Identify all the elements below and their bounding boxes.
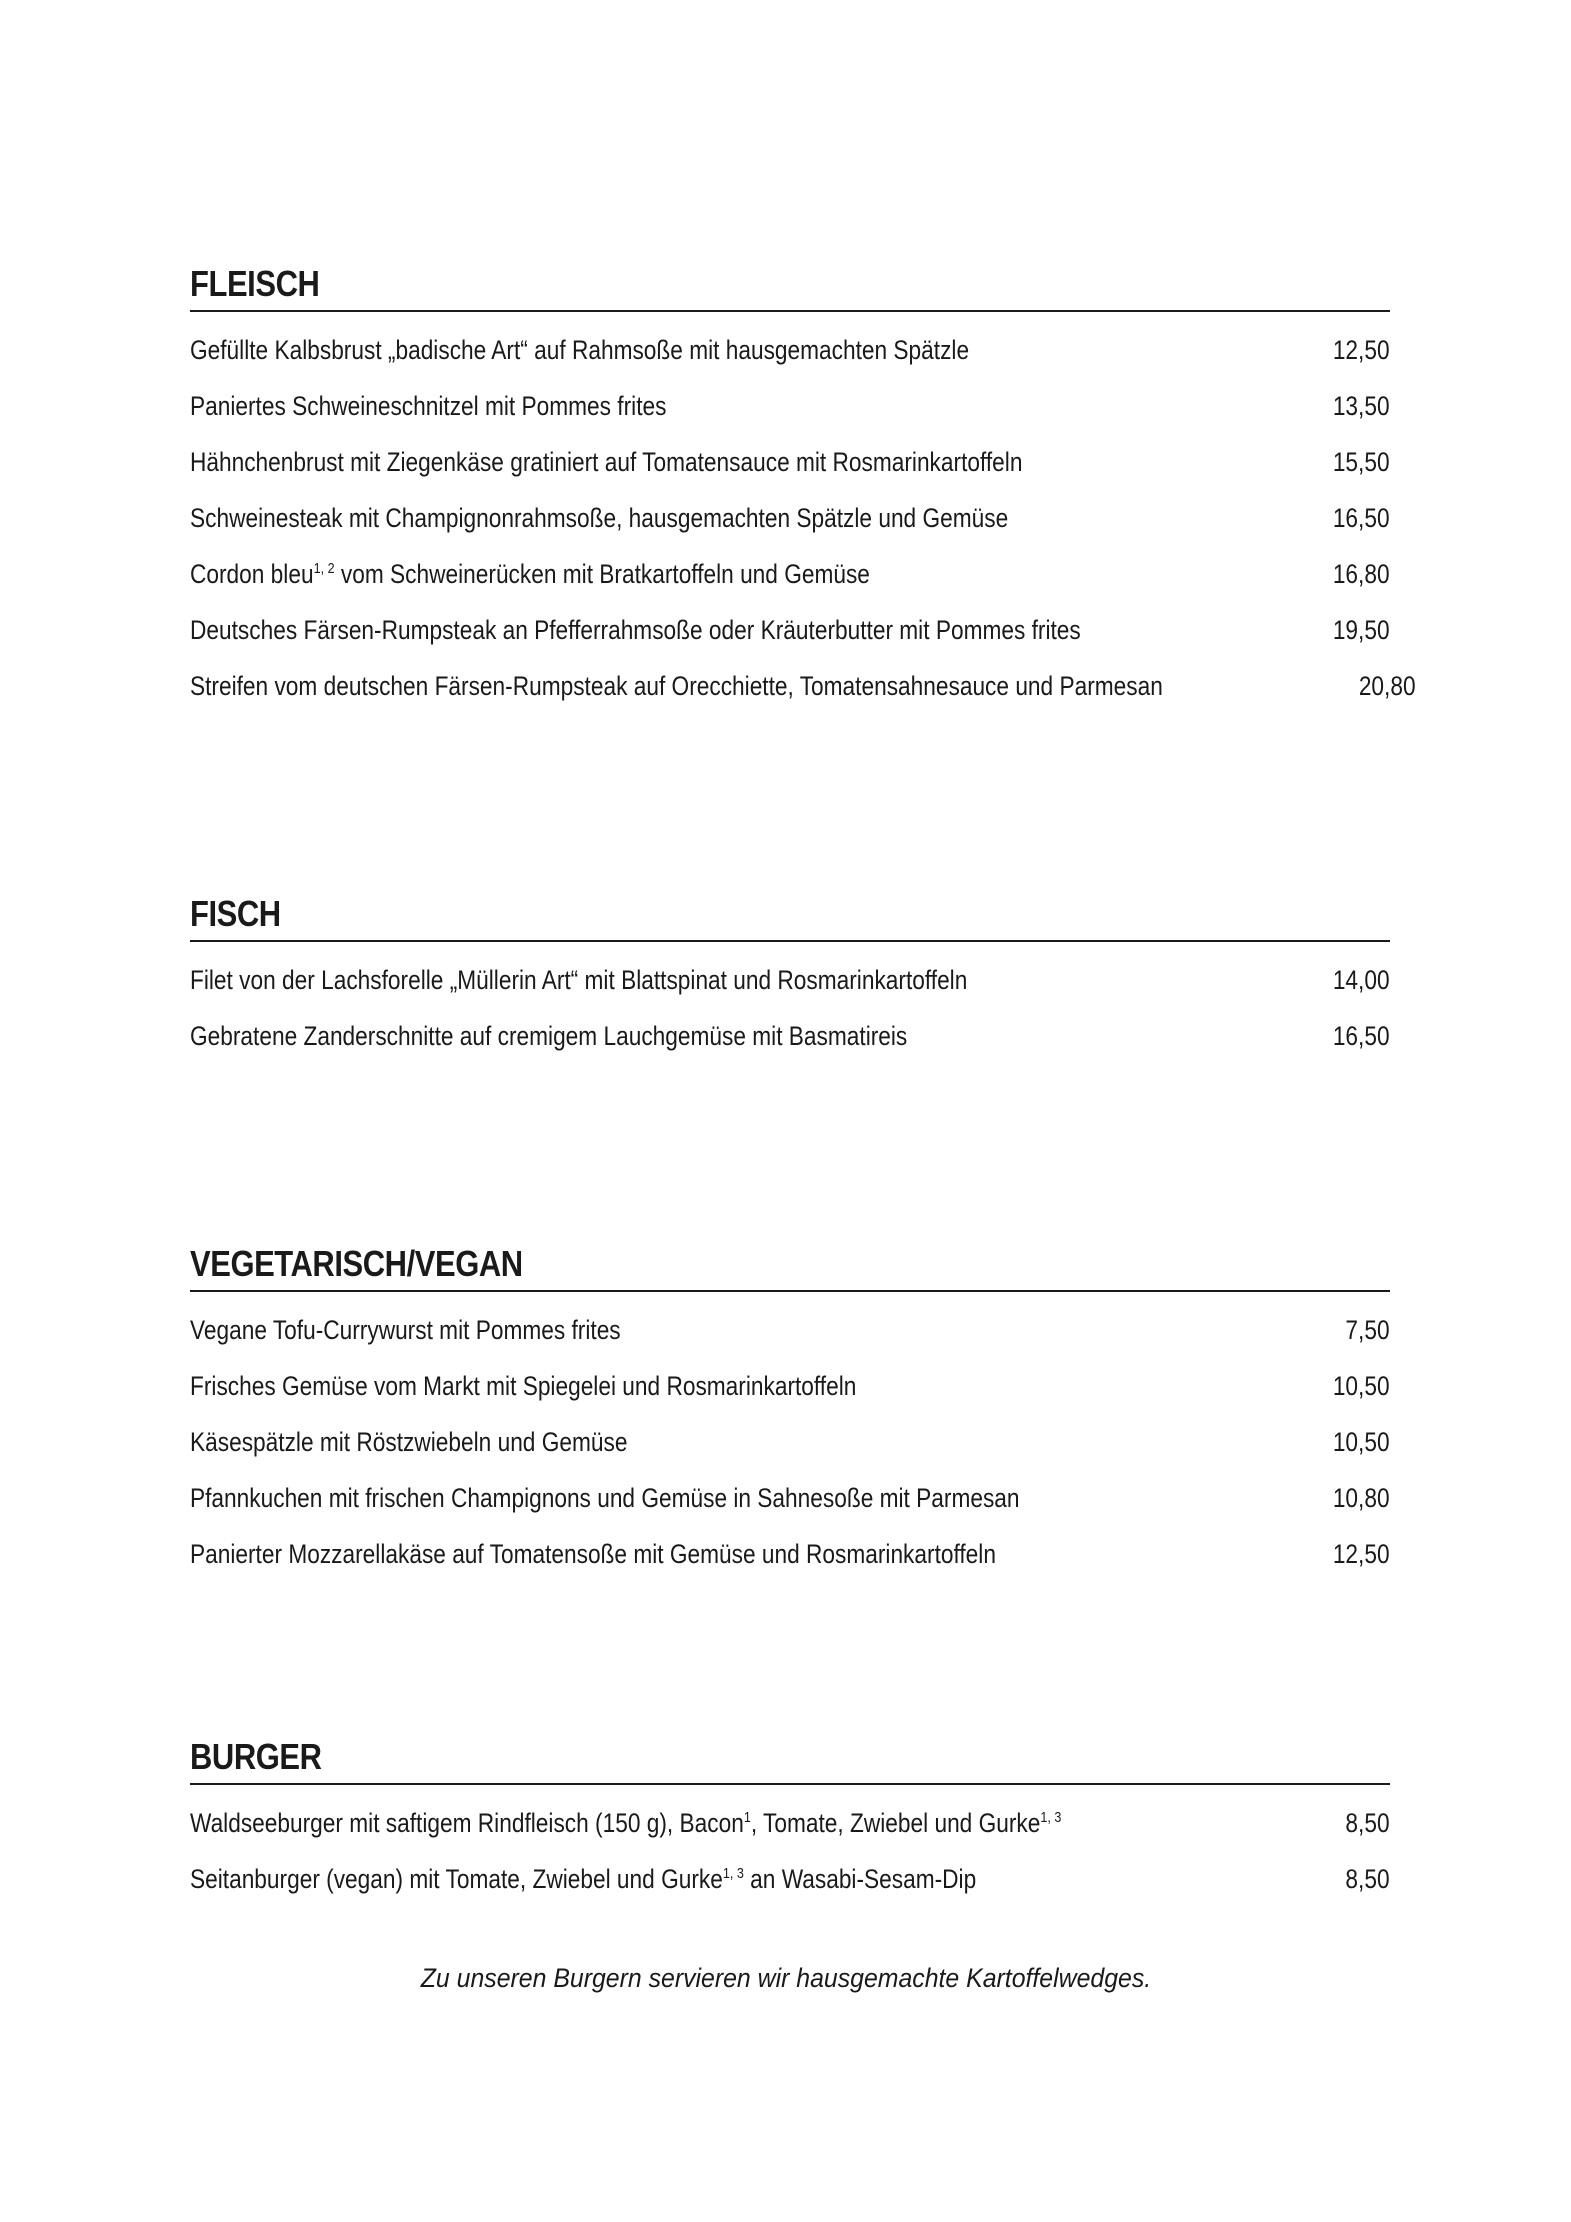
item-price: 7,50	[1345, 1314, 1390, 1345]
menu-item	[190, 1302, 1390, 1358]
menu-item	[190, 490, 1390, 546]
menu-item	[190, 658, 1416, 714]
item-name-part: Seitanburger (vegan) mit Tomate, Zwiebel und Gurke	[190, 1863, 723, 1894]
item-name-part: Cordon bleu	[190, 558, 314, 589]
item-name: Filet von der Lachsforelle „Müllerin Art“ mit Blattspinat und Rosmarinkartoffeln	[190, 964, 968, 995]
section-fleisch	[190, 263, 1416, 714]
item-price: 14,00	[1333, 964, 1390, 995]
section-fisch	[190, 893, 1390, 1064]
menu-item	[190, 1851, 1390, 1907]
allergen-note: 1, 3	[1040, 1808, 1062, 1826]
item-name	[190, 1864, 976, 1895]
footnote-text: Zu unseren Burgern servieren wir hausgemachte Kartoffelwedges.	[420, 1963, 1151, 1993]
section-title: FISCH	[190, 893, 281, 934]
item-name: Vegane Tofu-Currywurst mit Pommes frites	[190, 1314, 621, 1345]
allergen-note: 1, 2	[313, 559, 335, 577]
item-name: Deutsches Färsen-Rumpsteak an Pfefferrahmsoße oder Kräuterbutter mit Pommes frites	[190, 614, 1081, 645]
item-price: 10,80	[1333, 1482, 1390, 1513]
item-price: 15,50	[1333, 446, 1390, 477]
burger-footnote	[0, 1963, 1571, 1994]
menu-item	[190, 546, 1390, 602]
item-name: Gebratene Zanderschnitte auf cremigem Lauchgemüse mit Basmatireis	[190, 1020, 908, 1051]
item-name: Hähnchenbrust mit Ziegenkäse gratiniert auf Tomatensauce mit Rosmarinkartoffeln	[190, 446, 1023, 477]
item-price: 13,50	[1333, 390, 1390, 421]
item-price: 16,50	[1333, 1020, 1390, 1051]
menu-item	[190, 1526, 1390, 1582]
item-price: 20,80	[1358, 670, 1416, 701]
item-price: 10,50	[1333, 1426, 1390, 1457]
menu-item	[190, 952, 1390, 1008]
item-price: 12,50	[1333, 334, 1390, 365]
item-name: Paniertes Schweineschnitzel mit Pommes frites	[190, 390, 667, 421]
section-divider	[190, 1783, 1390, 1785]
item-name	[190, 1808, 1061, 1839]
section-divider	[190, 940, 1390, 942]
allergen-note: 1, 3	[722, 1864, 744, 1882]
item-price: 8,50	[1345, 1807, 1390, 1838]
menu-item	[190, 1795, 1390, 1851]
item-price: 10,50	[1333, 1370, 1390, 1401]
item-name: Pfannkuchen mit frischen Champignons und Gemüse in Sahnesoße mit Parmesan	[190, 1482, 1020, 1513]
item-name: Schweinesteak mit Champignonrahmsoße, hausgemachten Spätzle und Gemüse	[190, 502, 1009, 533]
menu-item	[190, 1470, 1390, 1526]
item-price: 16,80	[1333, 558, 1390, 589]
menu-item	[190, 1008, 1390, 1064]
item-name-part: vom Schweinerücken mit Bratkartoffeln und Gemüse	[334, 558, 870, 589]
item-price: 19,50	[1333, 614, 1390, 645]
item-name-part: an Wasabi-Sesam-Dip	[743, 1863, 977, 1894]
section-divider	[190, 1290, 1390, 1292]
item-name	[190, 559, 870, 590]
section-title: BURGER	[190, 1736, 322, 1777]
item-name: Streifen vom deutschen Färsen-Rumpsteak auf Orecchiette, Tomatensahnesauce und Parmesan	[190, 670, 1163, 701]
menu-item	[190, 322, 1390, 378]
item-name: Gefüllte Kalbsbrust „badische Art“ auf Rahmsoße mit hausgemachten Spätzle	[190, 334, 970, 365]
section-divider	[190, 310, 1390, 312]
section-title: FLEISCH	[190, 263, 320, 304]
menu-item	[190, 434, 1390, 490]
item-price: 8,50	[1345, 1863, 1390, 1894]
item-name-part: , Tomate, Zwiebel und Gurke	[750, 1807, 1041, 1838]
item-name: Käsespätzle mit Röstzwiebeln und Gemüse	[190, 1426, 628, 1457]
item-name: Frisches Gemüse vom Markt mit Spiegelei und Rosmarinkartoffeln	[190, 1370, 857, 1401]
item-price: 12,50	[1333, 1538, 1390, 1569]
menu-item	[190, 1414, 1390, 1470]
allergen-note: 1	[743, 1808, 751, 1826]
section-title: VEGETARISCH/VEGAN	[190, 1243, 523, 1284]
item-name-part: Waldseeburger mit saftigem Rindfleisch (150 g), Bacon	[190, 1807, 744, 1838]
item-price: 16,50	[1333, 502, 1390, 533]
section-burger	[190, 1736, 1390, 1907]
menu-item	[190, 1358, 1390, 1414]
section-vegetarisch-vegan	[190, 1243, 1390, 1582]
menu-item	[190, 602, 1390, 658]
menu-item	[190, 378, 1390, 434]
item-name: Panierter Mozzarellakäse auf Tomatensoße mit Gemüse und Rosmarinkartoffeln	[190, 1538, 996, 1569]
